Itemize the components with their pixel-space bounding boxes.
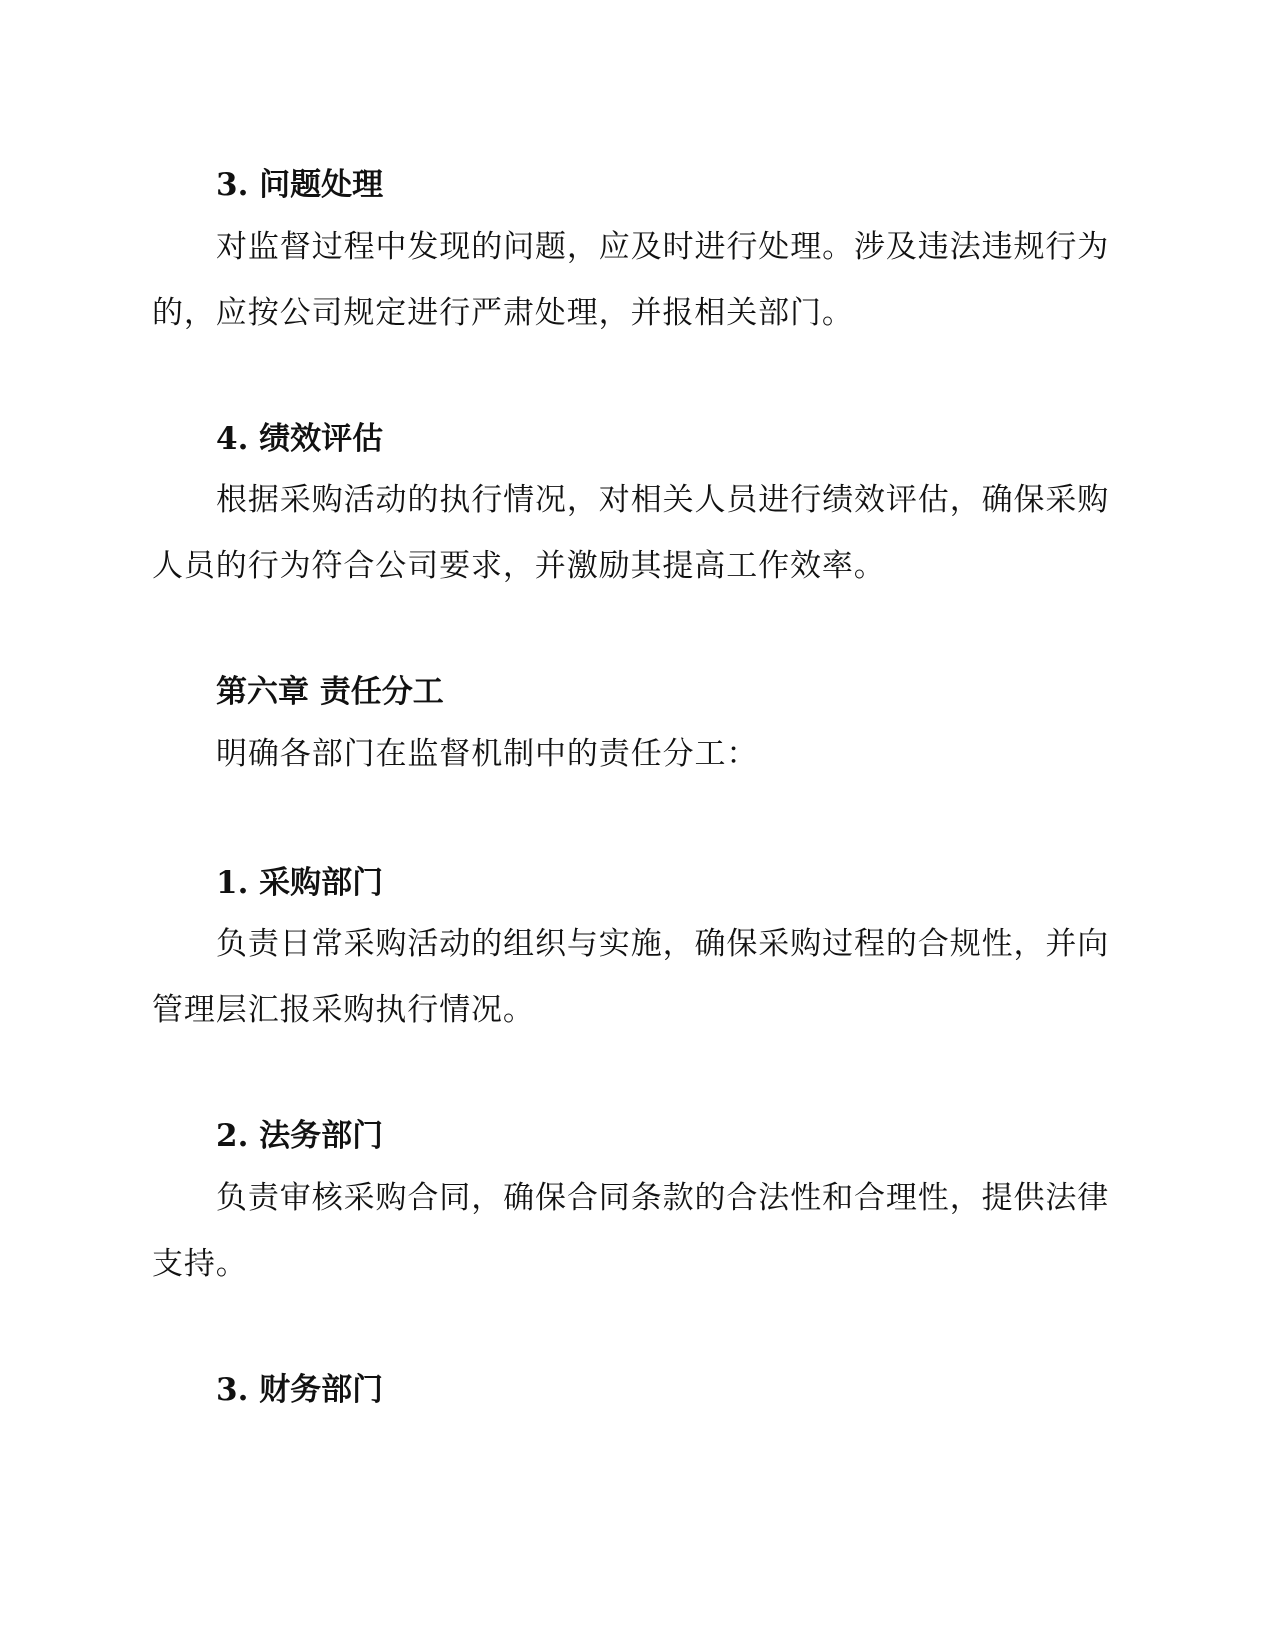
section-body-problem-handling: 对监督过程中发现的问题，应及时进行处理。涉及违法违规行为的，应按公司规定进行严肃处理，并报相关部门。	[152, 229, 1110, 331]
chapter-intro-responsibilities: 明确各部门在监督机制中的责任分工：	[216, 736, 759, 772]
section-heading-procurement-dept: 1. 采购部门	[216, 865, 384, 901]
section-heading-legal-dept: 2. 法务部门	[216, 1118, 384, 1154]
section-body-procurement-dept: 负责日常采购活动的组织与实施，确保采购过程的合规性，并向管理层汇报采购执行情况。	[152, 926, 1110, 1028]
section-body-legal-dept: 负责审核采购合同，确保合同条款的合法性和合理性，提供法律支持。	[152, 1180, 1110, 1282]
chapter-heading-responsibilities: 第六章 责任分工	[216, 674, 444, 710]
section-heading-performance-evaluation: 4. 绩效评估	[216, 421, 384, 457]
section-heading-problem-handling: 3. 问题处理	[216, 167, 384, 203]
section-heading-finance-dept: 3. 财务部门	[216, 1372, 384, 1408]
section-body-performance-evaluation: 根据采购活动的执行情况，对相关人员进行绩效评估，确保采购人员的行为符合公司要求，并激励其提高工作效率。	[152, 482, 1110, 584]
